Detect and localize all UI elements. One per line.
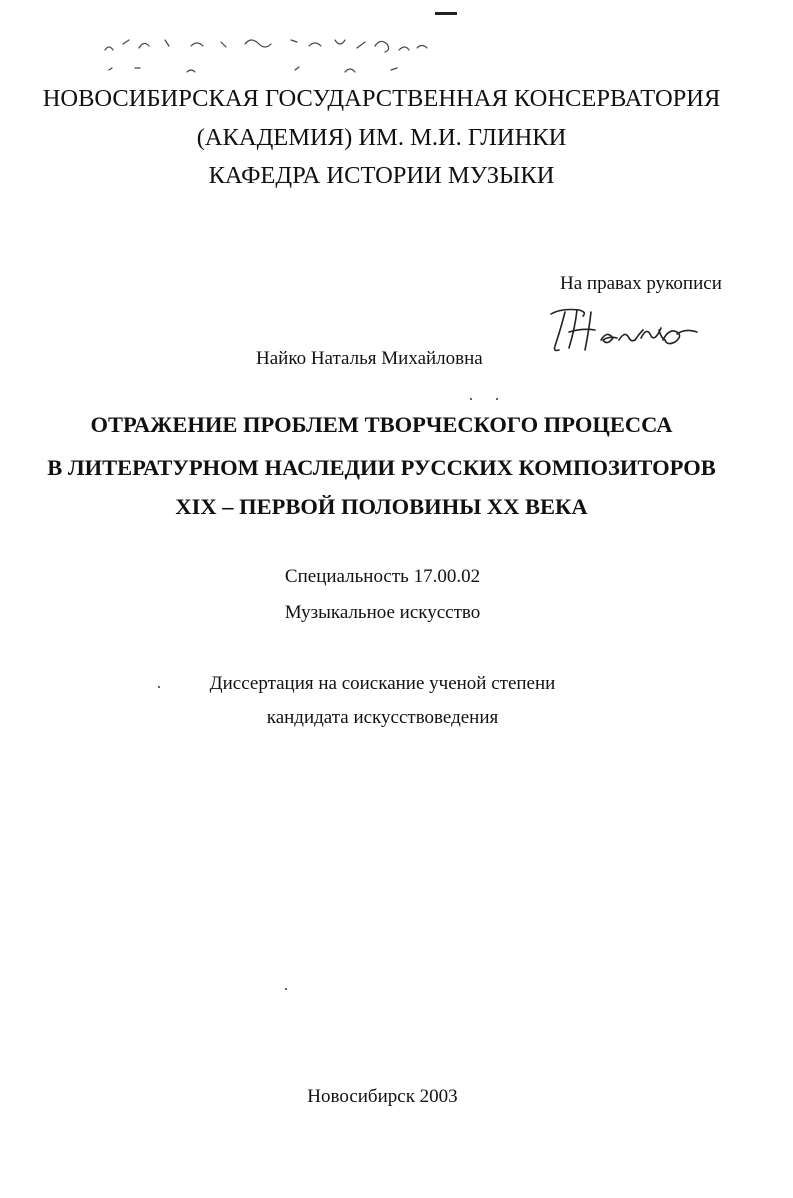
specialty-code: Специальность 17.00.02: [284, 566, 481, 587]
author-signature: [543, 300, 708, 362]
dissertation-title-line1: ОТРАЖЕНИЕ ПРОБЛЕМ ТВОРЧЕСКОГО ПРОЦЕССА: [90, 412, 673, 437]
manuscript-rights-note: На правах рукописи: [560, 273, 722, 294]
institution-name-line1: НОВОСИБИРСКАЯ ГОСУДАРСТВЕННАЯ КОНСЕРВАТОРИЯ: [42, 85, 721, 112]
degree-statement-line2: кандидата искусствоведения: [266, 707, 499, 728]
scan-speck: [496, 398, 498, 400]
degree-statement-line1: Диссертация на соискание ученой степени: [209, 673, 556, 694]
dissertation-title-line3: XIX – ПЕРВОЙ ПОЛОВИНЫ XX ВЕКА: [175, 494, 588, 519]
department-name: КАФЕДРА ИСТОРИИ МУЗЫКИ: [208, 162, 555, 189]
scan-speck: [158, 686, 160, 688]
scan-speck: [285, 988, 287, 990]
dissertation-title-line2: В ЛИТЕРАТУРНОМ НАСЛЕДИИ РУССКИХ КОМПОЗИТОРОВ: [47, 455, 716, 480]
city-year: Новосибирск 2003: [307, 1086, 458, 1107]
scan-speck: [470, 398, 472, 400]
author-name: Найко Наталья Михайловна: [256, 348, 483, 369]
scan-stamp-residue: [95, 10, 475, 80]
specialty-name: Музыкальное искусство: [284, 602, 481, 623]
institution-name-line2: (АКАДЕМИЯ) ИМ. М.И. ГЛИНКИ: [196, 124, 567, 151]
